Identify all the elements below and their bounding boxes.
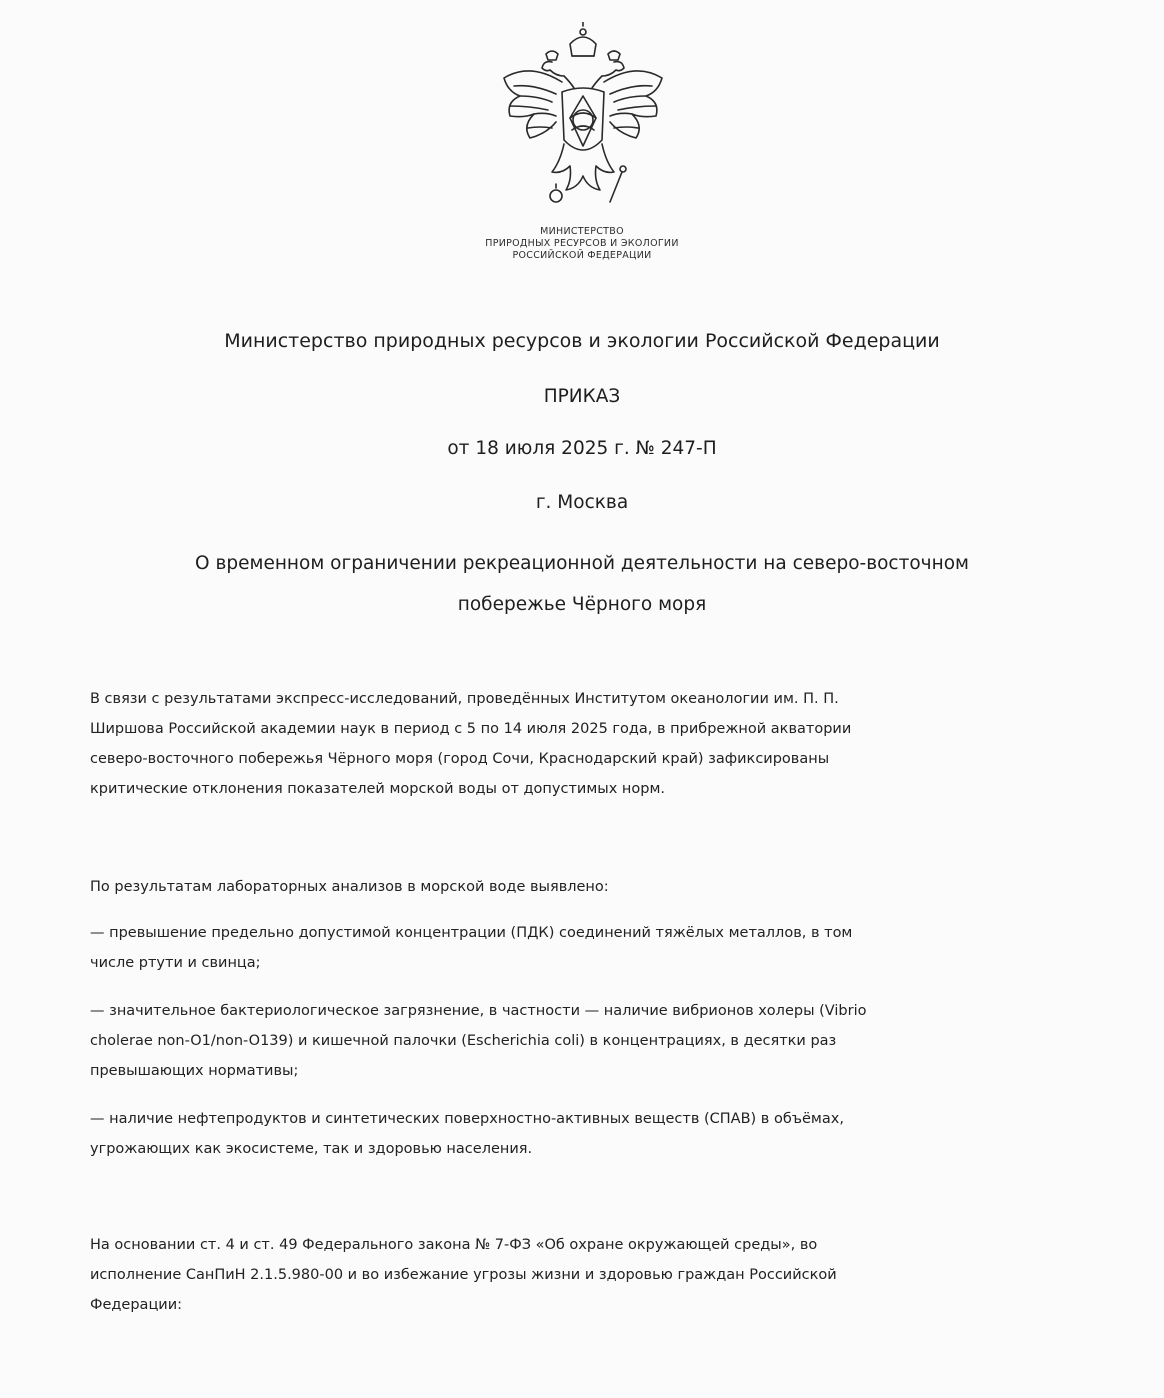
paragraph-line: Федерации: [90, 1297, 183, 1313]
document-type: ПРИКАЗ [543, 386, 621, 407]
double-headed-eagle-emblem-icon [490, 22, 676, 218]
finding-item [90, 1104, 1080, 1164]
agency-caption-line: РОССИЙСКОЙ ФЕДЕРАЦИИ [512, 250, 652, 261]
finding-line: — значительное бактериологическое загрязнение, в частности — наличие вибрионов холеры (Vibrio [90, 1003, 867, 1019]
agency-caption [400, 226, 764, 262]
finding-line: — наличие нефтепродуктов и синтетических поверхностно-активных веществ (СПАВ) в объёмах, [90, 1111, 844, 1127]
paragraph-line: На основании ст. 4 и ст. 49 Федерального закона № 7-ФЗ «Об охране окружающей среды», во [90, 1237, 818, 1253]
finding-line: числе ртути и свинца; [90, 955, 261, 971]
finding-line: — превышение предельно допустимой концентрации (ПДК) соединений тяжёлых металлов, в том [90, 925, 853, 941]
paragraph-line: По результатам лабораторных анализов в морской воде выявлено: [90, 879, 609, 895]
order-title [60, 543, 1104, 625]
order-title-line: О временном ограничении рекреационной деятельности на северо-восточном [195, 553, 969, 574]
finding-line: угрожающих как экосистеме, так и здоровью населения. [90, 1141, 533, 1157]
paragraph-line: В связи с результатами экспресс-исследований, проведённых Институтом океанологии им. П. П. [90, 691, 839, 707]
order-date-number: от 18 июля 2025 г. № 247-П [447, 438, 717, 459]
order-city: г. Москва [535, 492, 629, 513]
finding-line: cholerae non-O1/non-O139) и кишечной палочки (Escherichia coli) в концентрациях, в десятки раз [90, 1033, 837, 1049]
agency-caption-line: ПРИРОДНЫХ РЕСУРСОВ И ЭКОЛОГИИ [485, 238, 679, 249]
ministry-name: Министерство природных ресурсов и экологии Российской Федерации [224, 330, 940, 352]
finding-line: превышающих нормативы; [90, 1063, 299, 1079]
agency-caption-line: МИНИСТЕРСТВО [540, 226, 624, 237]
findings-intro [90, 872, 1080, 902]
paragraph-line: исполнение СанПиН 2.1.5.980-00 и во избежание угрозы жизни и здоровью граждан Российской [90, 1267, 837, 1283]
finding-item [90, 996, 1080, 1086]
finding-item [90, 918, 1080, 978]
paragraph-line: критические отклонения показателей морской воды от допустимых норм. [90, 781, 666, 797]
order-title-line: побережье Чёрного моря [457, 594, 707, 615]
paragraph-background [90, 684, 1080, 804]
paragraph-line: северо-восточного побережья Чёрного моря (город Сочи, Краснодарский край) зафиксированы [90, 751, 830, 767]
legal-basis-paragraph [90, 1230, 1080, 1320]
paragraph-line: Ширшова Российской академии наук в период с 5 по 14 июля 2025 года, в прибрежной акватории [90, 721, 852, 737]
